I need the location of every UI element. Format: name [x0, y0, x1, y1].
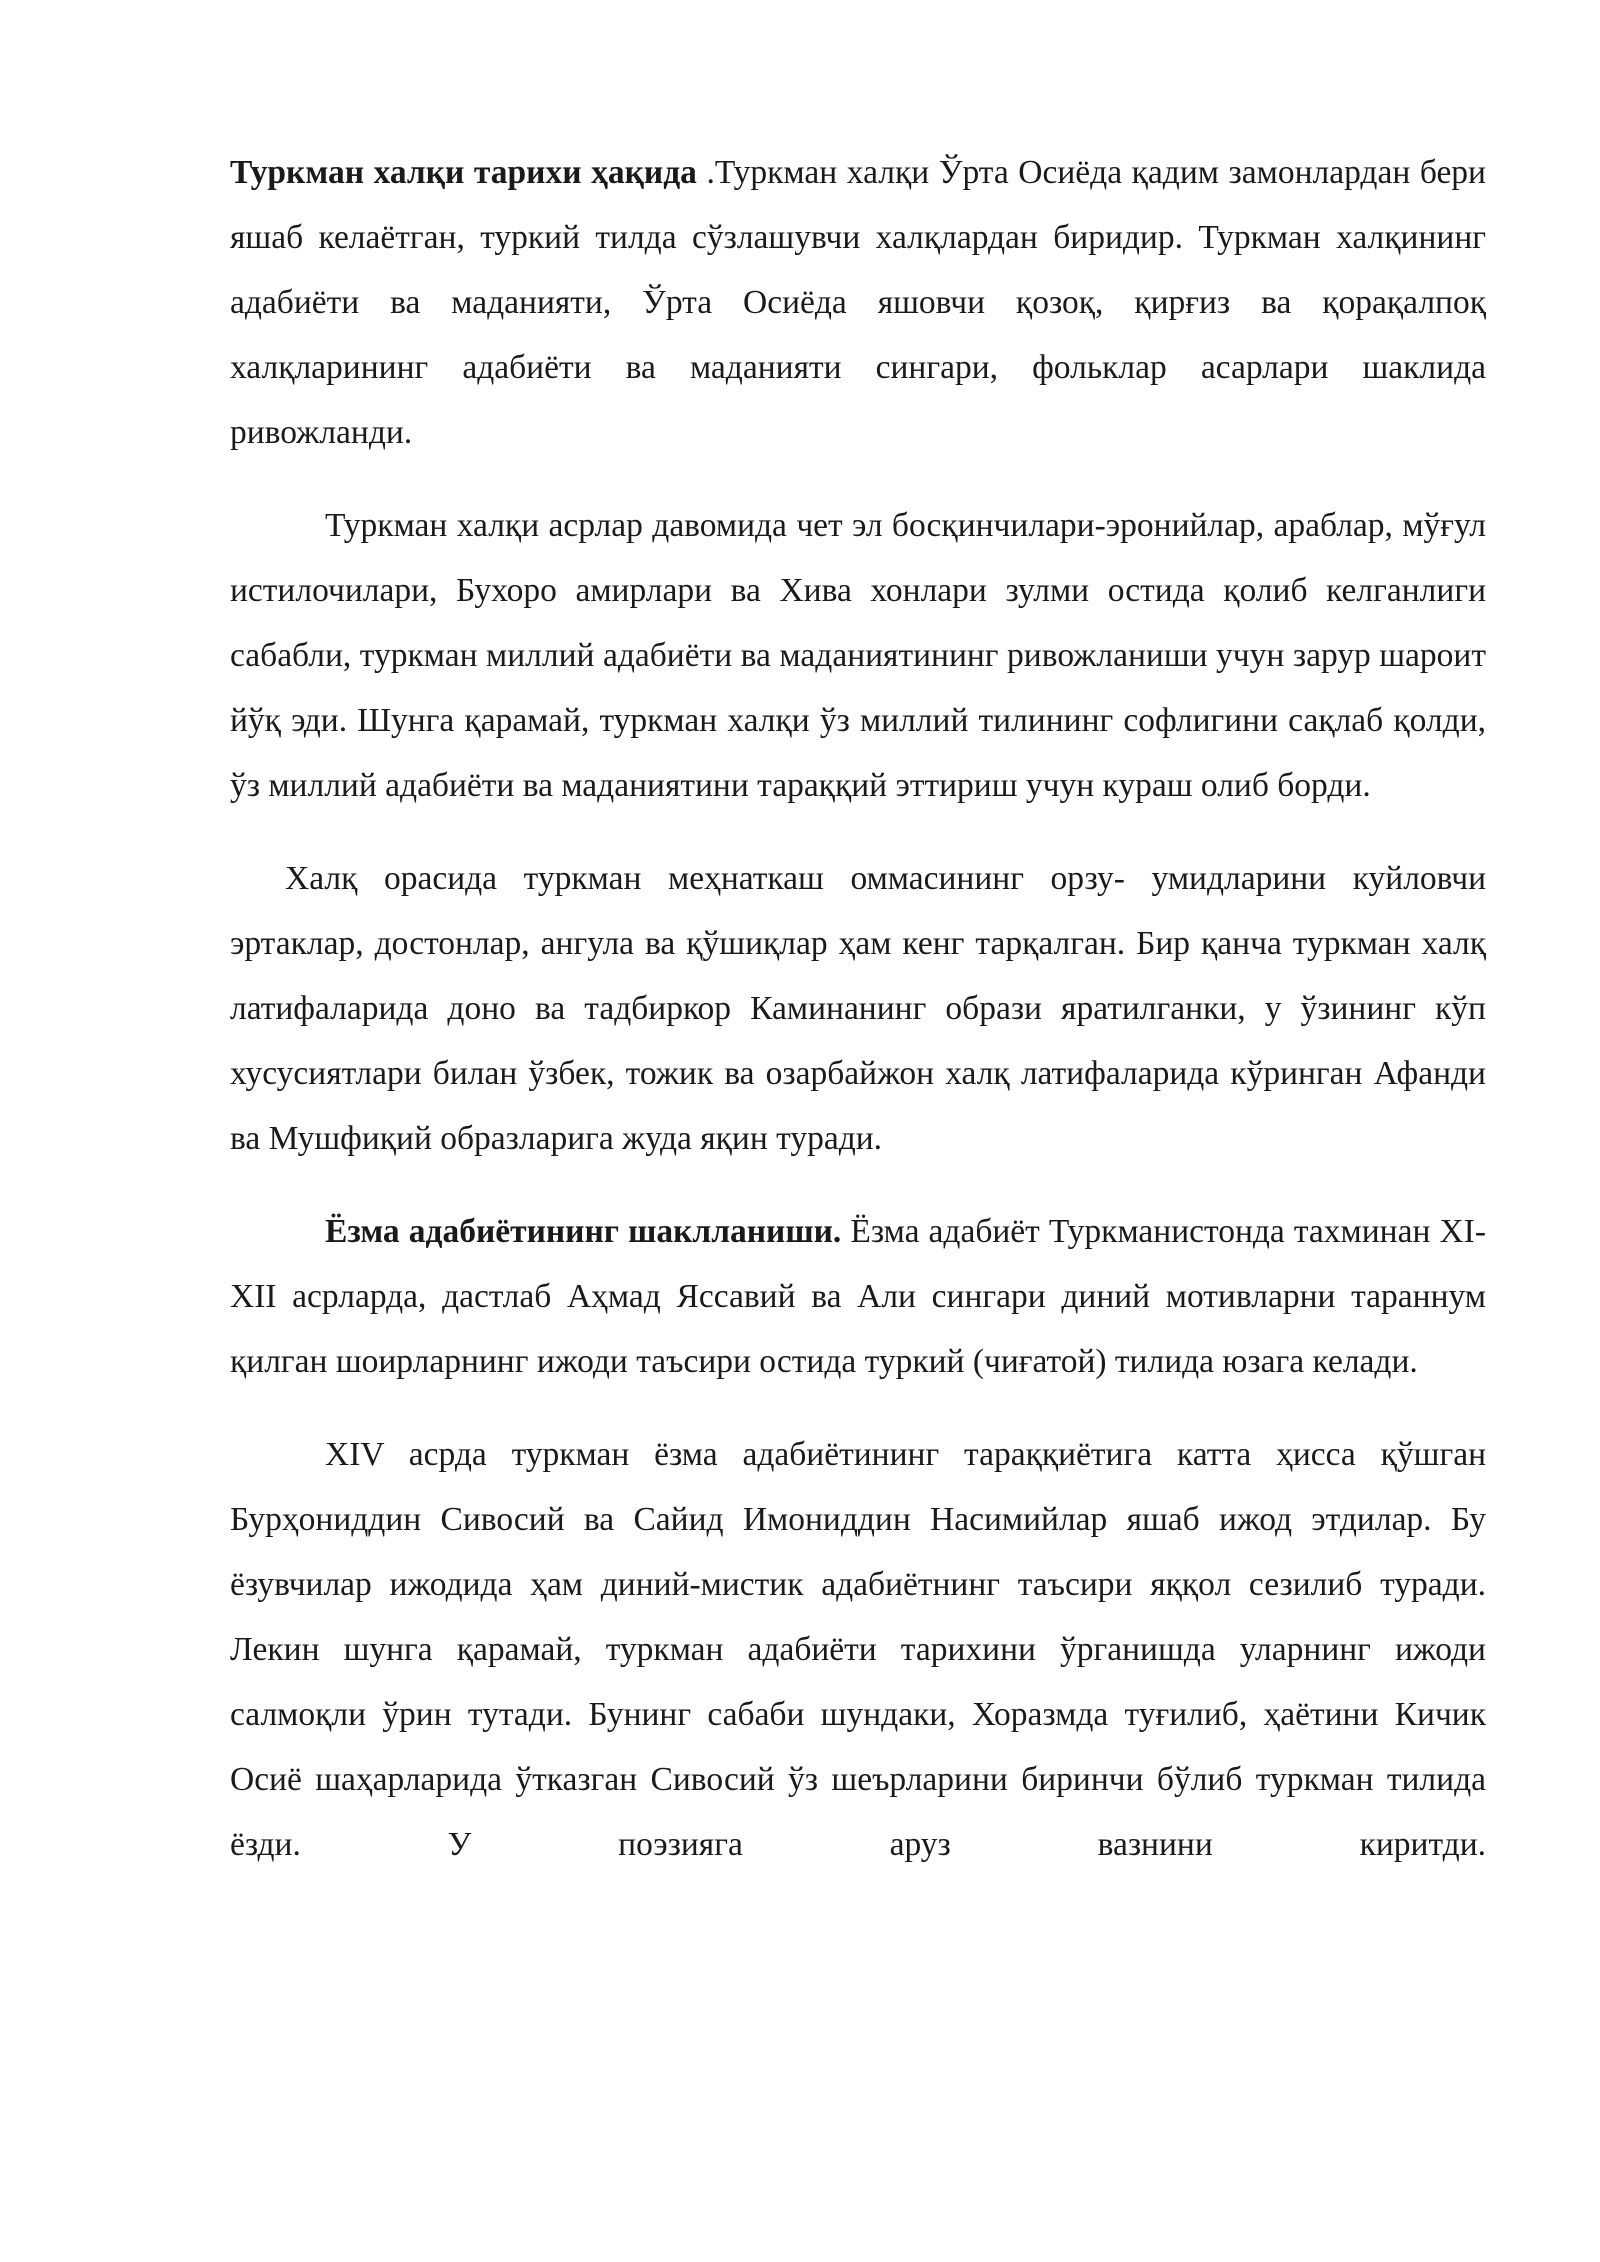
paragraph-text: Халқ орасида туркман меҳнаткаш оммасининг орзу- умидларини куйловчи эртаклар, достонлар, ангула ва қўшиқлар ҳам кенг тарқалган. Бир қанча туркман халқ латифаларида доно ва тадбиркор Каминанинг образи яратилганки, у ўзининг кўп хусусиятлари билан ўзбек, тожик ва озарбайжон халқ латифаларида кўринган Афанди ва Мушфиқий образларига жуда яқин туради. — [230, 860, 1486, 1157]
document-body — [230, 140, 1486, 1905]
heading-turkman-history: Туркман халқи тарихи ҳақида — [230, 154, 697, 191]
paragraph-written-literature — [230, 1199, 1486, 1394]
paragraph-fourteenth-century — [230, 1422, 1486, 1877]
paragraph-text: .Туркман халқи Ўрта Осиёда қадим замонлардан бери яшаб келаётган, туркий тилда сўзлашувчи халқлардан биридир. Туркман халқининг адабиёти ва маданияти, Ўрта Осиёда яшовчи қозоқ, қирғиз ва қорақалпоқ халқларининг адабиёти ва маданияти сингари, фольклар асарлари шаклида ривожланди. — [230, 154, 1486, 451]
paragraph-text: Ёзма адабиёт Туркманистонда тахминан XI-XII асрларда, дастлаб Аҳмад Яссавий ва Али сингари диний мотивларни тараннум қилган шоирларнинг ижоди таъсири остида туркий (чиғатой) тилида юзага келади. — [230, 1213, 1486, 1380]
paragraph-folklore — [230, 846, 1486, 1171]
paragraph-text: Туркман халқи асрлар давомида чет эл босқинчилари-эронийлар, араблар, мўғул истилочилари, Бухоро амирлари ва Хива хонлари зулми остида қолиб келганлиги сабабли, туркман миллий адабиёти ва маданиятининг ривожланиши учун зарур шароит йўқ эди. Шунга қарамай, туркман халқи ўз миллий тилининг софлигини сақлаб қолди, ўз миллий адабиёти ва маданиятини тараққий эттириш учун кураш олиб борди. — [230, 507, 1486, 804]
paragraph-turkman-history — [230, 140, 1486, 465]
paragraph-invasions — [230, 493, 1486, 818]
paragraph-text: XIV асрда туркман ёзма адабиётининг тараққиётига катта ҳисса қўшган Бурҳониддин Сивосий ва Сайид Имониддин Насимийлар яшаб ижод этдилар. Бу ёзувчилар ижодида ҳам диний-мистик адабиётнинг таъсири яққол сезилиб туради. Лекин шунга қарамай, туркман адабиёти тарихини ўрганишда уларнинг ижоди салмоқли ўрин тутади. Бунинг сабаби шундаки, Хоразмда туғилиб, ҳаётини Кичик Осиё шаҳарларида ўтказган Сивосий ўз шеърларини биринчи бўлиб туркман тилида ёзди. У поэзияга аруз вазнини киритди. — [230, 1436, 1486, 1863]
heading-written-literature: Ёзма адабиётининг шаклланиши. — [325, 1213, 842, 1250]
